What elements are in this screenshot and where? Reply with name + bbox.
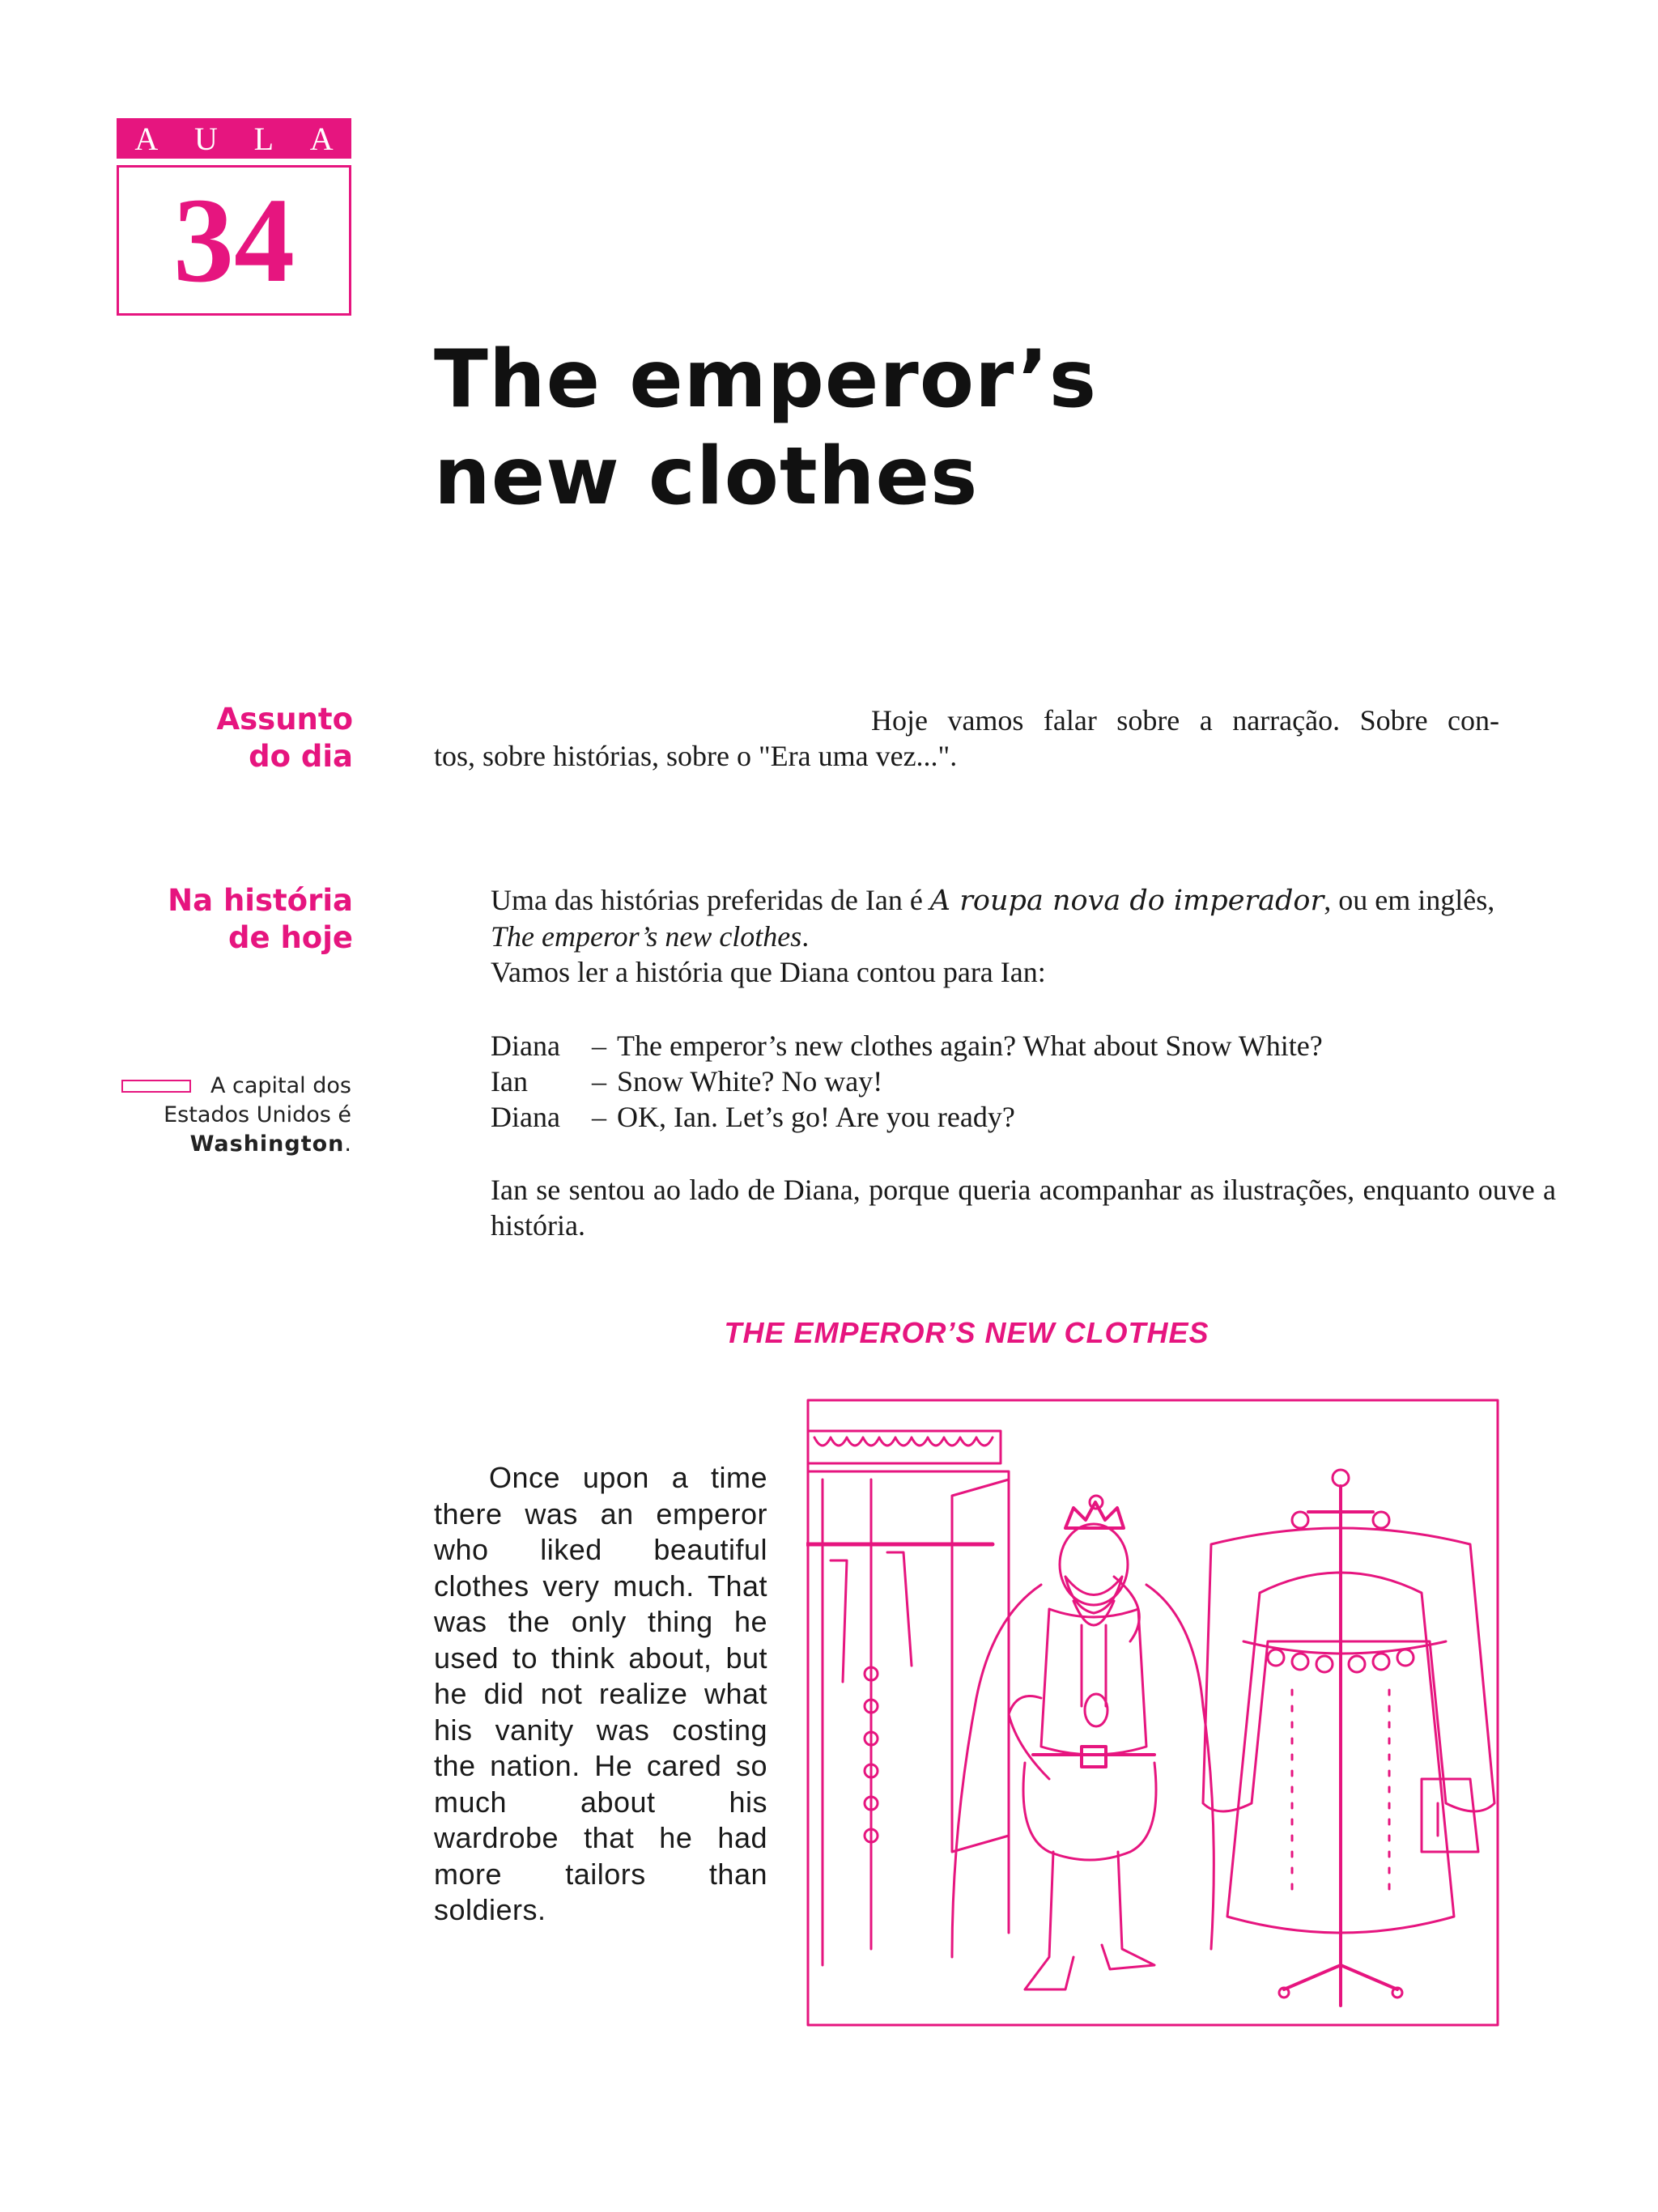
side-note-line: A capital dos bbox=[210, 1073, 351, 1098]
story-heading bbox=[168, 882, 353, 957]
dialogue-dash: – bbox=[592, 1101, 606, 1133]
side-note-end: . bbox=[344, 1131, 351, 1157]
lesson-label-letter: A bbox=[134, 120, 159, 157]
dialogue-text: OK, Ian. Let’s go! Are you ready? bbox=[617, 1101, 1015, 1133]
dialogue-speaker: Diana bbox=[491, 1101, 560, 1133]
wardrobe-panel bbox=[823, 1480, 871, 1965]
story-heading-line: Na história bbox=[168, 883, 353, 918]
illustration-frame bbox=[808, 1400, 1498, 2025]
emperor-doublet bbox=[1041, 1609, 1146, 1755]
dialogue-speaker: Diana bbox=[491, 1030, 560, 1062]
side-note-line: Estados Unidos é bbox=[164, 1102, 351, 1127]
subject-heading-line: do dia bbox=[249, 739, 353, 774]
emperor-beard bbox=[1065, 1577, 1122, 1613]
story-first-word: Once bbox=[489, 1461, 561, 1494]
intro-paragraph bbox=[434, 703, 1499, 774]
story-heading-line: de hoje bbox=[228, 920, 353, 955]
lesson-badge bbox=[117, 118, 351, 316]
story-title: THE EMPEROR’S NEW CLOTHES bbox=[724, 1316, 1209, 1349]
wardrobe-edge bbox=[808, 1471, 1009, 1933]
emperor-breeches bbox=[1023, 1763, 1156, 1860]
story-intro bbox=[434, 882, 1499, 990]
page-title-line: The emperor’s bbox=[434, 333, 1098, 426]
italic-title-en: The emperor’s new clothes bbox=[491, 920, 802, 953]
intro-line: Hoje vamos falar sobre a narração. Sobre con- bbox=[871, 704, 1499, 737]
story-body: upon a time there was an emperor who liked beautiful clothes very much. That was the only thing he used to think about, but he did not realize what his vanity was costing the nation. He cared so much about his wardrobe that he had more tailors than soldiers. bbox=[434, 1461, 767, 1926]
text-run: . bbox=[801, 920, 810, 953]
text-run: , ou em inglês, bbox=[1324, 884, 1495, 916]
subject-heading bbox=[217, 701, 353, 775]
dialogue-text: The emperor’s new clothes again? What about Snow White? bbox=[617, 1030, 1323, 1062]
italic-title-pt: A roupa nova do imperador bbox=[929, 885, 1324, 917]
dialogue-line bbox=[491, 1064, 1503, 1099]
wardrobe-scallop bbox=[814, 1437, 993, 1446]
lesson-label-letter: U bbox=[193, 120, 218, 157]
lesson-label-letter: A bbox=[309, 120, 334, 157]
text-run: Uma das histórias preferidas de Ian é bbox=[491, 884, 930, 916]
lesson-label bbox=[117, 118, 351, 159]
story-text bbox=[434, 1460, 767, 1929]
lesson-label-letter: L bbox=[253, 120, 274, 157]
dialogue bbox=[491, 1028, 1503, 1135]
dialogue-text: Snow White? No way! bbox=[617, 1065, 883, 1098]
page-title-line: new clothes bbox=[434, 430, 979, 523]
story-intro-paragraph bbox=[434, 882, 1499, 954]
dialogue-speaker: Ian bbox=[491, 1065, 528, 1098]
emperor-figure bbox=[952, 1496, 1214, 1989]
intro-line: tos, sobre histórias, sobre o "Era uma vez...". bbox=[434, 740, 958, 772]
emperor-legs bbox=[1025, 1852, 1154, 1989]
dialogue-dash: – bbox=[592, 1030, 606, 1062]
side-note-highlight: Washington bbox=[189, 1131, 345, 1157]
subject-heading-line: Assunto bbox=[216, 702, 353, 737]
wardrobe-cornice bbox=[808, 1431, 1001, 1463]
clothes-rack bbox=[1279, 1470, 1402, 2006]
closing-paragraph: Ian se sentou ao lado de Diana, porque queria acompanhar as ilustrações, enquanto ouve a história. bbox=[491, 1174, 1556, 1242]
dialogue-dash: – bbox=[592, 1065, 606, 1098]
emperor-and-clothes-rack-illustration bbox=[806, 1399, 1499, 2028]
lesson-number: 34 bbox=[117, 165, 351, 316]
coat-on-rack bbox=[1203, 1528, 1494, 1852]
emperor-medallion bbox=[1085, 1694, 1107, 1726]
dialogue-line bbox=[491, 1099, 1503, 1135]
story-intro-paragraph: Vamos ler a história que Diana contou para Ian: bbox=[491, 956, 1046, 988]
page-title bbox=[434, 332, 1486, 525]
dialogue-line bbox=[491, 1028, 1503, 1064]
emperor-cape bbox=[952, 1585, 1214, 1957]
side-note bbox=[121, 1072, 351, 1159]
